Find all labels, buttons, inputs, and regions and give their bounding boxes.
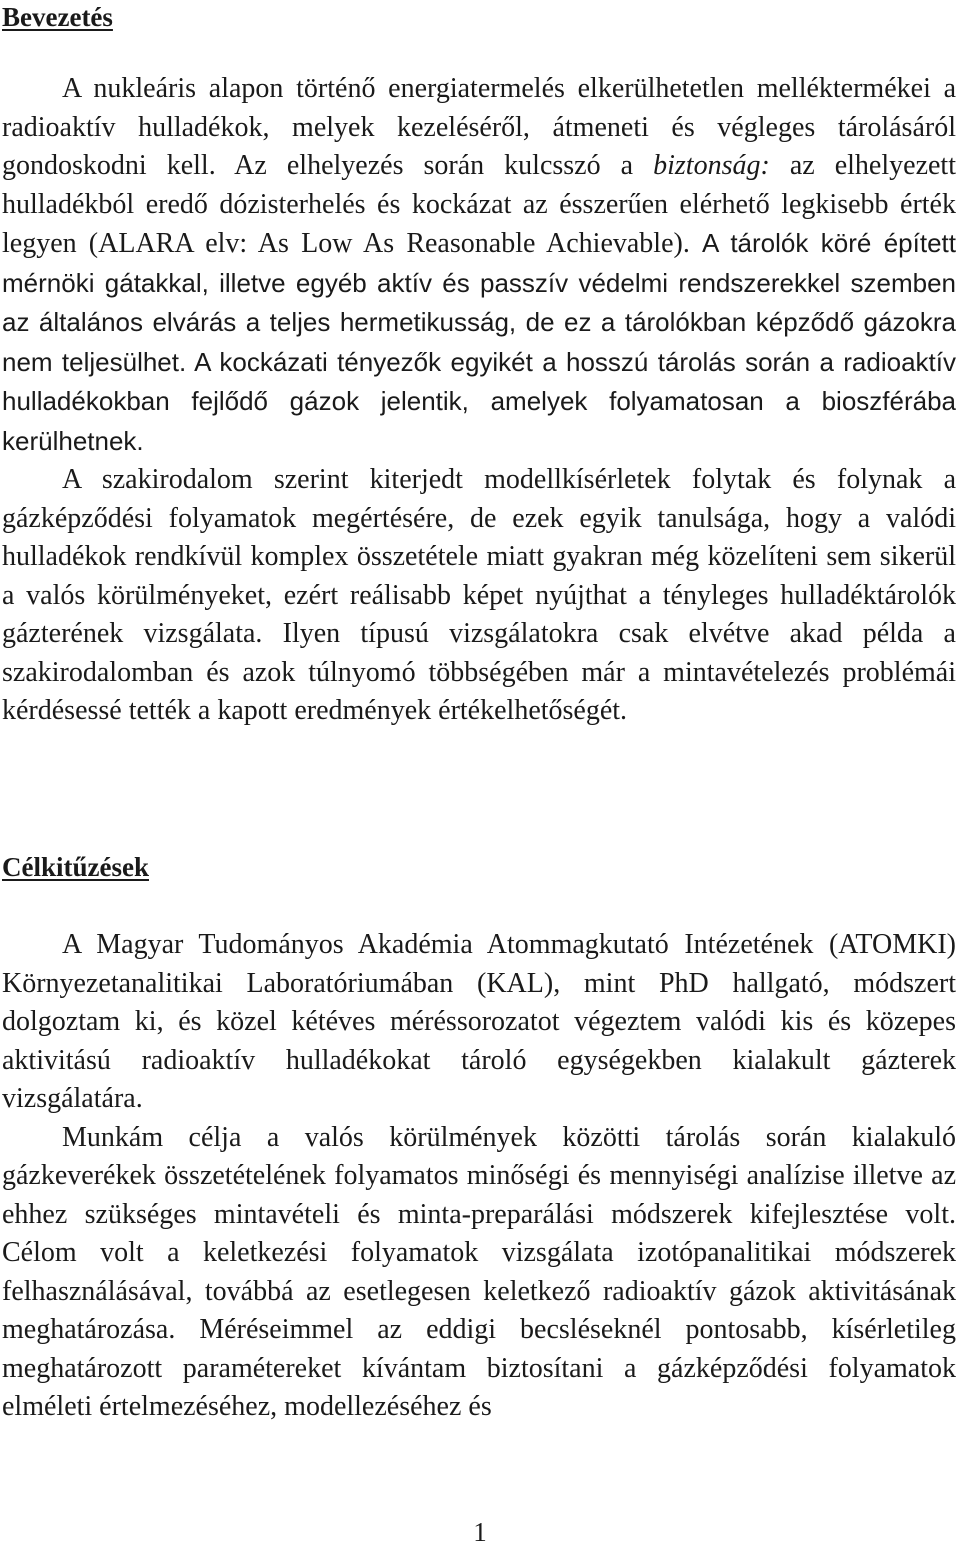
text-run: A nukleáris alapon történő energiatermelés elkerülhetetlen melléktermékei a radioaktív hulladékok, melyek kezeléséről, átmeneti és végleges tárolásáról gondoskodni kell. Az elhelyezés során kulcsszó a <box>2 73 956 181</box>
text-run-sans: A kockázati tényezők egyikét a hosszú tárolás során a radioaktív hulladékokban fejlődő gázok jelentik, amelyek folyamatosan a bioszférába kerülhetnek. <box>2 346 956 456</box>
paragraph: A szakirodalom szerint kiterjedt modellkísérletek folytak és folynak a gázképződési folyamatok megértésére, de ezek egyik tanulsága, hogy a valódi hulladékok rendkívül komplex összetétele miatt gyakran még közelíteni sem sikerül a valós körülményeket, ezért reálisabb képet nyújthat a tényleges hulladéktárolók gázterének vizsgálata. Ilyen típusú vizsgálatokra csak elvétve akad példa a szakirodalomban és azok túlnyomó többségében már a mintavételezés problémái kérdésessé tették a kapott eredmények értékelhetőségét. <box>2 464 956 726</box>
section-heading-celkituzesek: Célkitűzések <box>2 852 149 882</box>
text-run-sans: A tárolók köré épített mérnöki gátakkal, illetve egyéb aktív és passzív védelmi rendszerekkel szemben az általános elvárás a teljes hermetikusság, de ez a tárolókban képződő gázokra nem teljesülhet. <box>2 228 956 377</box>
section-body-celkituzesek <box>2 926 956 1427</box>
section-body-bevezetes <box>2 70 956 731</box>
paragraph: A Magyar Tudományos Akadémia Atommagkutató Intézetének (ATOMKI) Környezetanalitikai Laboratóriumában (KAL), mint PhD hallgató, módszert dolgoztam ki, és közel kétéves méréssorozatot végeztem valódi kis és közepes aktivitású radioaktív hulladékokat tároló egységekben kialakult gázterek vizsgálatára. <box>2 929 956 1114</box>
paragraph: Munkám célja a valós körülmények közötti tárolás során kialakuló gázkeverékek összetételének folyamatos minőségi és mennyiségi analízise illetve az ehhez szükséges mintavételi és minta-preparálási módszerek kifejlesztése volt. Célom volt a keletkezési folyamatok vizsgálata izotópanalitikai módszerek felhasználásával, továbbá az esetlegesen keletkező radioaktív gázok aktivitásának meghatározása. Méréseimmel az eddigi becsléseknél pontosabb, kísérletileg meghatározott paramétereket kívántam biztosítani a gázképződési folyamatok elméleti értelmezéséhez, modellezéséhez és <box>2 1121 956 1422</box>
page-number: 1 <box>473 1517 487 1547</box>
text-run: az elhelyezett hulladékból eredő dózisterhelés és kockázat az ésszerűen elérhető legkisebb érték legyen (ALARA elv: As Low As Reasonable Achievable). <box>2 150 956 259</box>
emphasis-text: biztonság: <box>653 150 770 181</box>
section-heading-bevezetes: Bevezetés <box>2 2 113 32</box>
paragraph <box>2 70 956 461</box>
